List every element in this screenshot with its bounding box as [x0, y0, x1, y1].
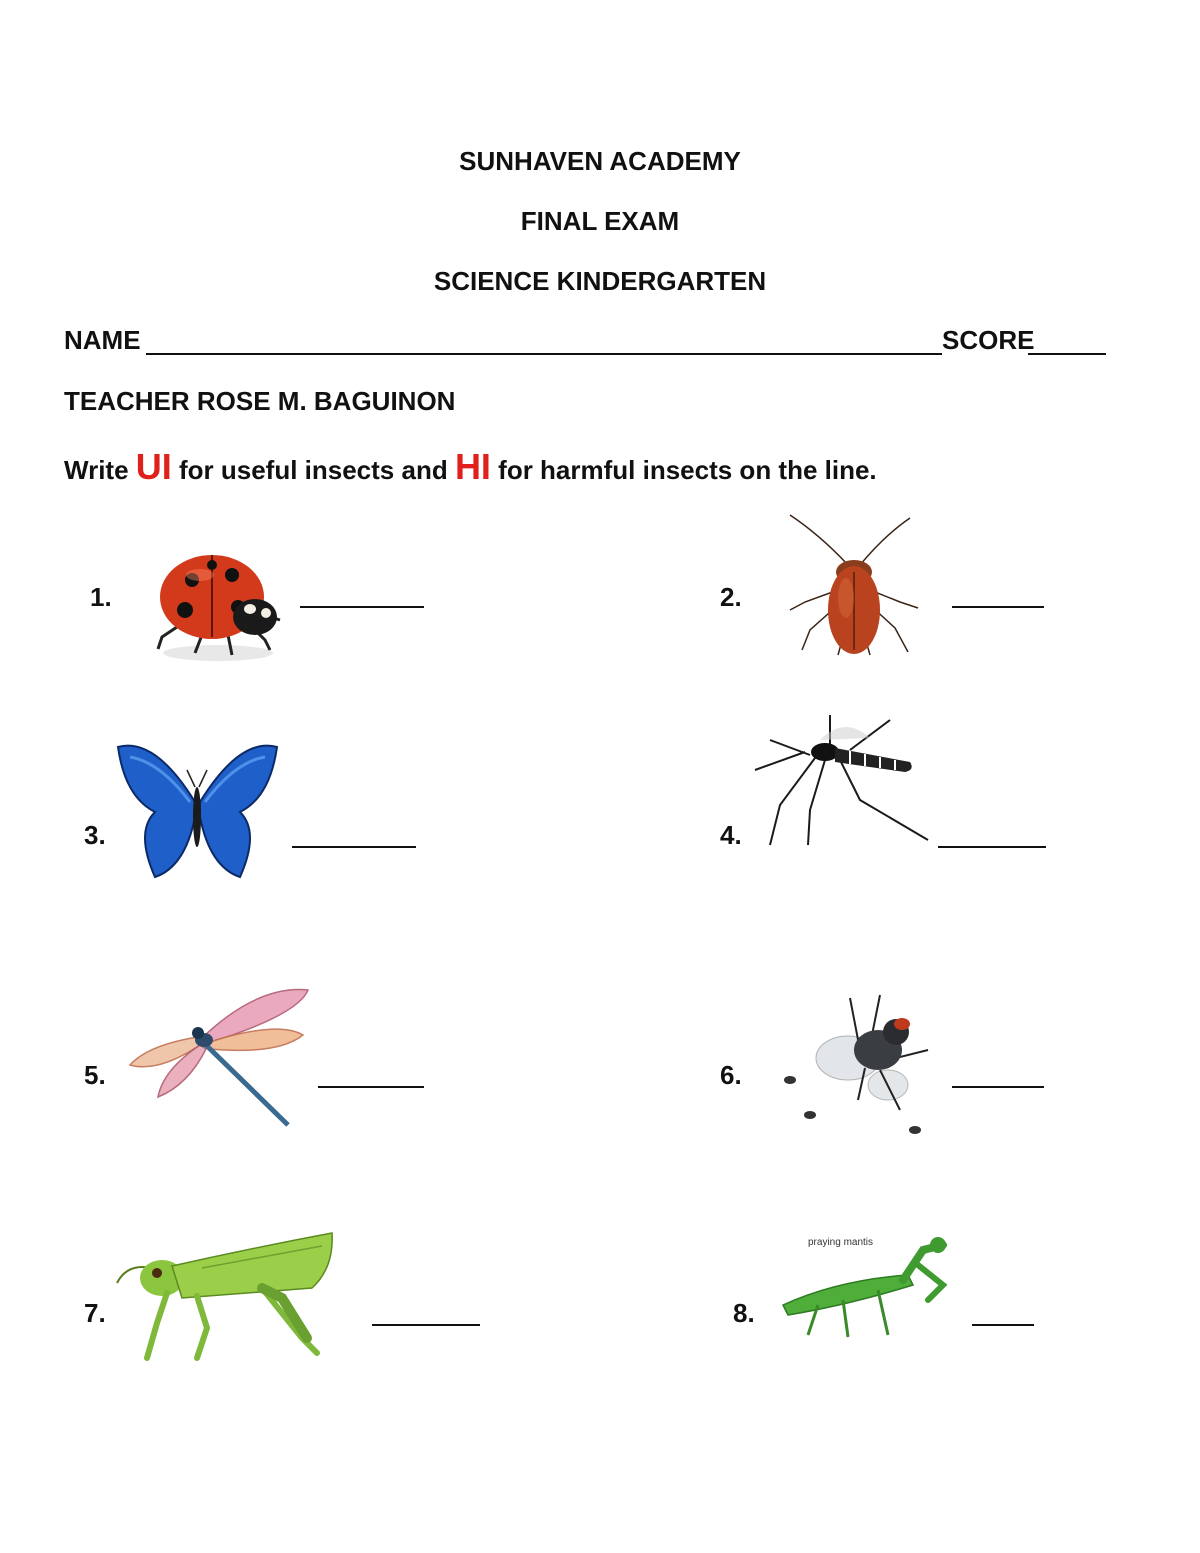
- image-caption: praying mantis: [808, 1237, 874, 1248]
- item-number-7: 7.: [84, 1298, 106, 1328]
- dragonfly-icon: [128, 985, 313, 1130]
- exam-title: FINAL EXAM: [520, 206, 680, 236]
- answer-line-7[interactable]: [372, 1324, 480, 1326]
- answer-line-6[interactable]: [952, 1086, 1044, 1088]
- score-field[interactable]: [1028, 353, 1106, 355]
- answer-line-3[interactable]: [292, 846, 416, 848]
- school-name: SUNHAVEN ACADEMY: [459, 146, 741, 176]
- item-number-5: 5.: [84, 1060, 106, 1090]
- answer-line-1[interactable]: [300, 606, 424, 608]
- item-number-6: 6.: [720, 1060, 742, 1090]
- answer-line-4[interactable]: [938, 846, 1046, 848]
- answer-line-5[interactable]: [318, 1086, 424, 1088]
- grasshopper-icon: [112, 1228, 337, 1368]
- teacher-name: TEACHER ROSE M. BAGUINON: [64, 386, 456, 416]
- instruction-part2: for useful insects and: [171, 455, 455, 485]
- item-number-8: 8.: [733, 1298, 755, 1328]
- ladybug-icon: [140, 525, 295, 675]
- item-number-1: 1.: [90, 582, 112, 612]
- instruction-part1: Write: [64, 455, 136, 485]
- instructions: [64, 446, 877, 488]
- butterfly-icon: [115, 742, 280, 882]
- praying-mantis-icon: [778, 1225, 958, 1345]
- subject-title: SCIENCE KINDERGARTEN: [433, 266, 767, 296]
- ui-code: UI: [135, 446, 172, 487]
- name-field[interactable]: [146, 353, 942, 355]
- housefly-icon: [770, 990, 940, 1145]
- cockroach-icon: [760, 510, 948, 660]
- hi-code: HI: [454, 446, 491, 487]
- score-label: SCORE: [942, 325, 1035, 355]
- item-number-2: 2.: [720, 582, 742, 612]
- answer-line-2[interactable]: [952, 606, 1044, 608]
- item-number-4: 4.: [720, 820, 742, 850]
- item-number-3: 3.: [84, 820, 106, 850]
- name-label: NAME: [64, 325, 141, 355]
- mosquito-icon: [750, 710, 930, 850]
- answer-line-8[interactable]: [972, 1324, 1034, 1326]
- instruction-part3: for harmful insects on the line.: [490, 455, 877, 485]
